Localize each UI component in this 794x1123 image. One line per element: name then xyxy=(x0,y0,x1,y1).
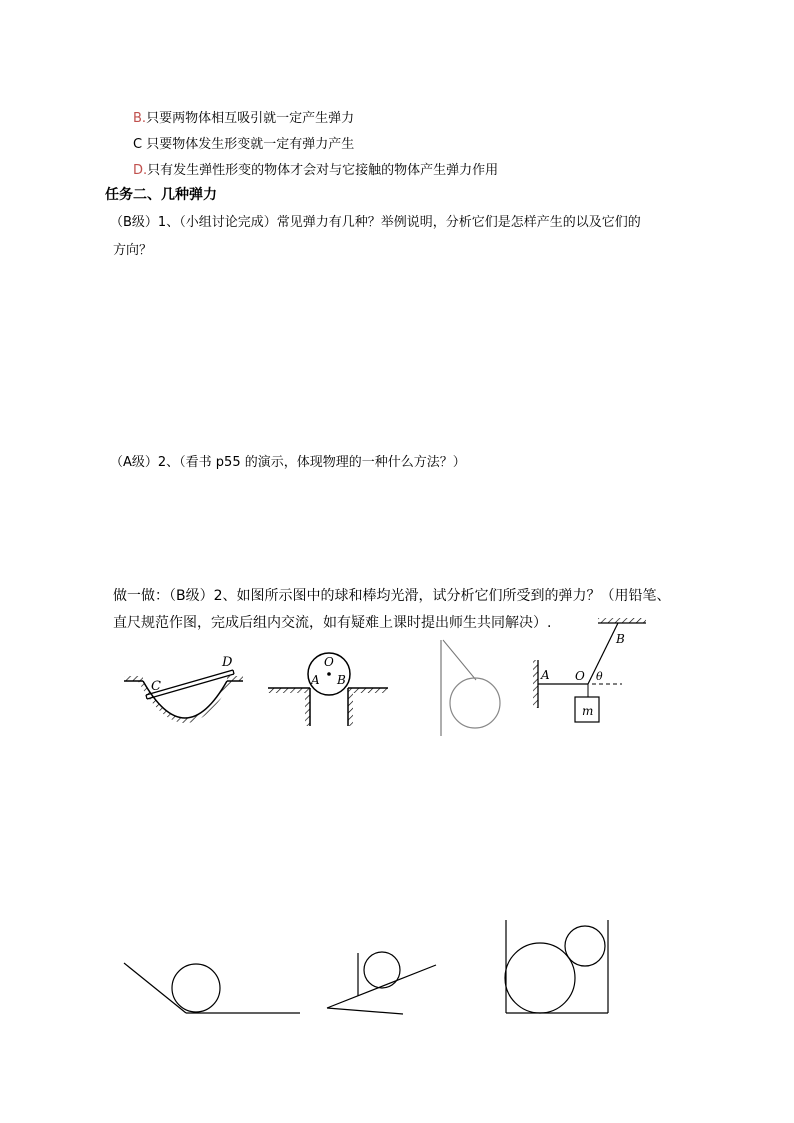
question-1-line-2: 方向？ xyxy=(113,243,153,258)
option-c-letter: C xyxy=(133,137,143,152)
question-1-line-1: （B级）1、（小组讨论完成）常见弹力有几种？举例说明，分析它们是怎样产生的以及它们的 xyxy=(110,215,641,230)
option-b-text: 只要两物体相互吸引就一定产生弹力 xyxy=(146,111,355,126)
option-d-letter: D. xyxy=(133,163,148,178)
label-theta: θ xyxy=(596,670,603,683)
label-mass: m xyxy=(582,704,594,718)
label-d: D xyxy=(222,655,233,670)
figure-ball-v-corner xyxy=(124,963,300,1013)
do-it-line-2: 直尺规范作图，完成后组内交流，如有疑难上课时提出师生共同解决）. xyxy=(113,615,552,631)
label-o-circle: O xyxy=(324,655,334,669)
option-b-letter: B. xyxy=(133,111,147,126)
figure-bowl-rod xyxy=(124,670,243,723)
option-c-text: 只要物体发生形变就一定有弹力产生 xyxy=(142,137,355,152)
label-a-circle: A xyxy=(311,673,320,687)
question-2: （A级）2、（看书 p55 的演示，体现物理的一种什么方法？） xyxy=(110,455,466,470)
label-c: C xyxy=(151,679,161,694)
option-d-text: 只有发生弹性形变的物体才会对与它接触的物体产生弹力作用 xyxy=(147,163,499,178)
figure-hanging-ball xyxy=(441,640,500,736)
label-b-circle: B xyxy=(337,673,346,687)
label-a-wall: A xyxy=(541,668,550,682)
figure-ball-incline xyxy=(327,952,436,1014)
task2-heading: 任务二、几种弹力 xyxy=(105,187,217,203)
figure-two-balls-box xyxy=(505,920,608,1013)
do-it-line-1: 做一做：（B级）2、如图所示图中的球和棒均光滑，试分析它们所受到的弹力？（用铅笔、 xyxy=(113,588,671,604)
label-b-strut: B xyxy=(616,632,625,646)
label-o-joint: O xyxy=(575,669,585,683)
